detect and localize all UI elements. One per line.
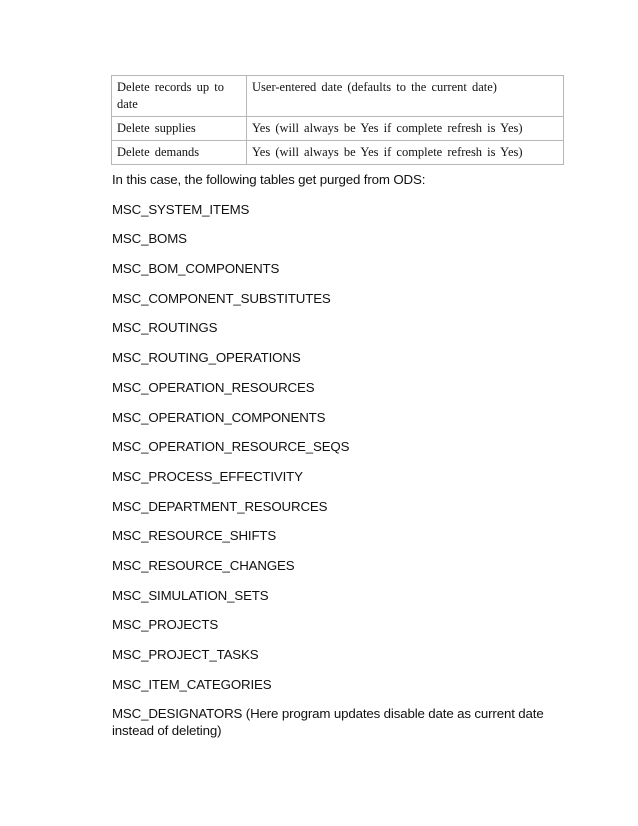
list-item: MSC_RESOURCE_CHANGES (112, 557, 295, 573)
list-item: MSC_OPERATION_RESOURCE_SEQS (112, 439, 350, 455)
value-cell: User-entered date (defaults to the current date) (247, 76, 564, 117)
table-row (112, 117, 564, 141)
list-item: MSC_ITEM_CATEGORIES (112, 676, 272, 692)
purged-tables-list (112, 201, 572, 693)
list-item: MSC_ROUTING_OPERATIONS (112, 350, 301, 366)
list-item: MSC_BOM_COMPONENTS (112, 261, 280, 277)
list-item: MSC_COMPONENT_SUBSTITUTES (112, 290, 331, 306)
list-item: MSC_DEPARTMENT_RESOURCES (112, 498, 328, 514)
intro-paragraph: In this case, the following tables get purged from ODS: (112, 172, 426, 187)
table-row (112, 141, 564, 165)
list-item: MSC_ROUTINGS (112, 320, 218, 336)
list-item: MSC_RESOURCE_SHIFTS (112, 528, 277, 544)
list-item: MSC_OPERATION_RESOURCES (112, 379, 315, 395)
body-text (112, 171, 572, 739)
list-item: MSC_BOMS (112, 231, 187, 247)
list-item: MSC_SYSTEM_ITEMS (112, 201, 250, 217)
parameter-cell: Delete supplies (112, 117, 247, 141)
list-item: MSC_PROJECTS (112, 617, 219, 633)
list-item: MSC_PROCESS_EFFECTIVITY (112, 468, 303, 484)
designators-paragraph: MSC_DESIGNATORS (Here program updates disable date as current date instead of deleting) (112, 706, 544, 739)
table-row (112, 76, 564, 117)
parameters-table (111, 75, 564, 165)
value-cell: Yes (will always be Yes if complete refresh is Yes) (247, 141, 564, 165)
value-cell: Yes (will always be Yes if complete refresh is Yes) (247, 117, 564, 141)
list-item: MSC_SIMULATION_SETS (112, 587, 269, 603)
parameter-cell: Delete records up to date (112, 76, 247, 117)
list-item: MSC_PROJECT_TASKS (112, 647, 259, 662)
parameter-cell: Delete demands (112, 141, 247, 165)
list-item: MSC_OPERATION_COMPONENTS (112, 409, 326, 425)
